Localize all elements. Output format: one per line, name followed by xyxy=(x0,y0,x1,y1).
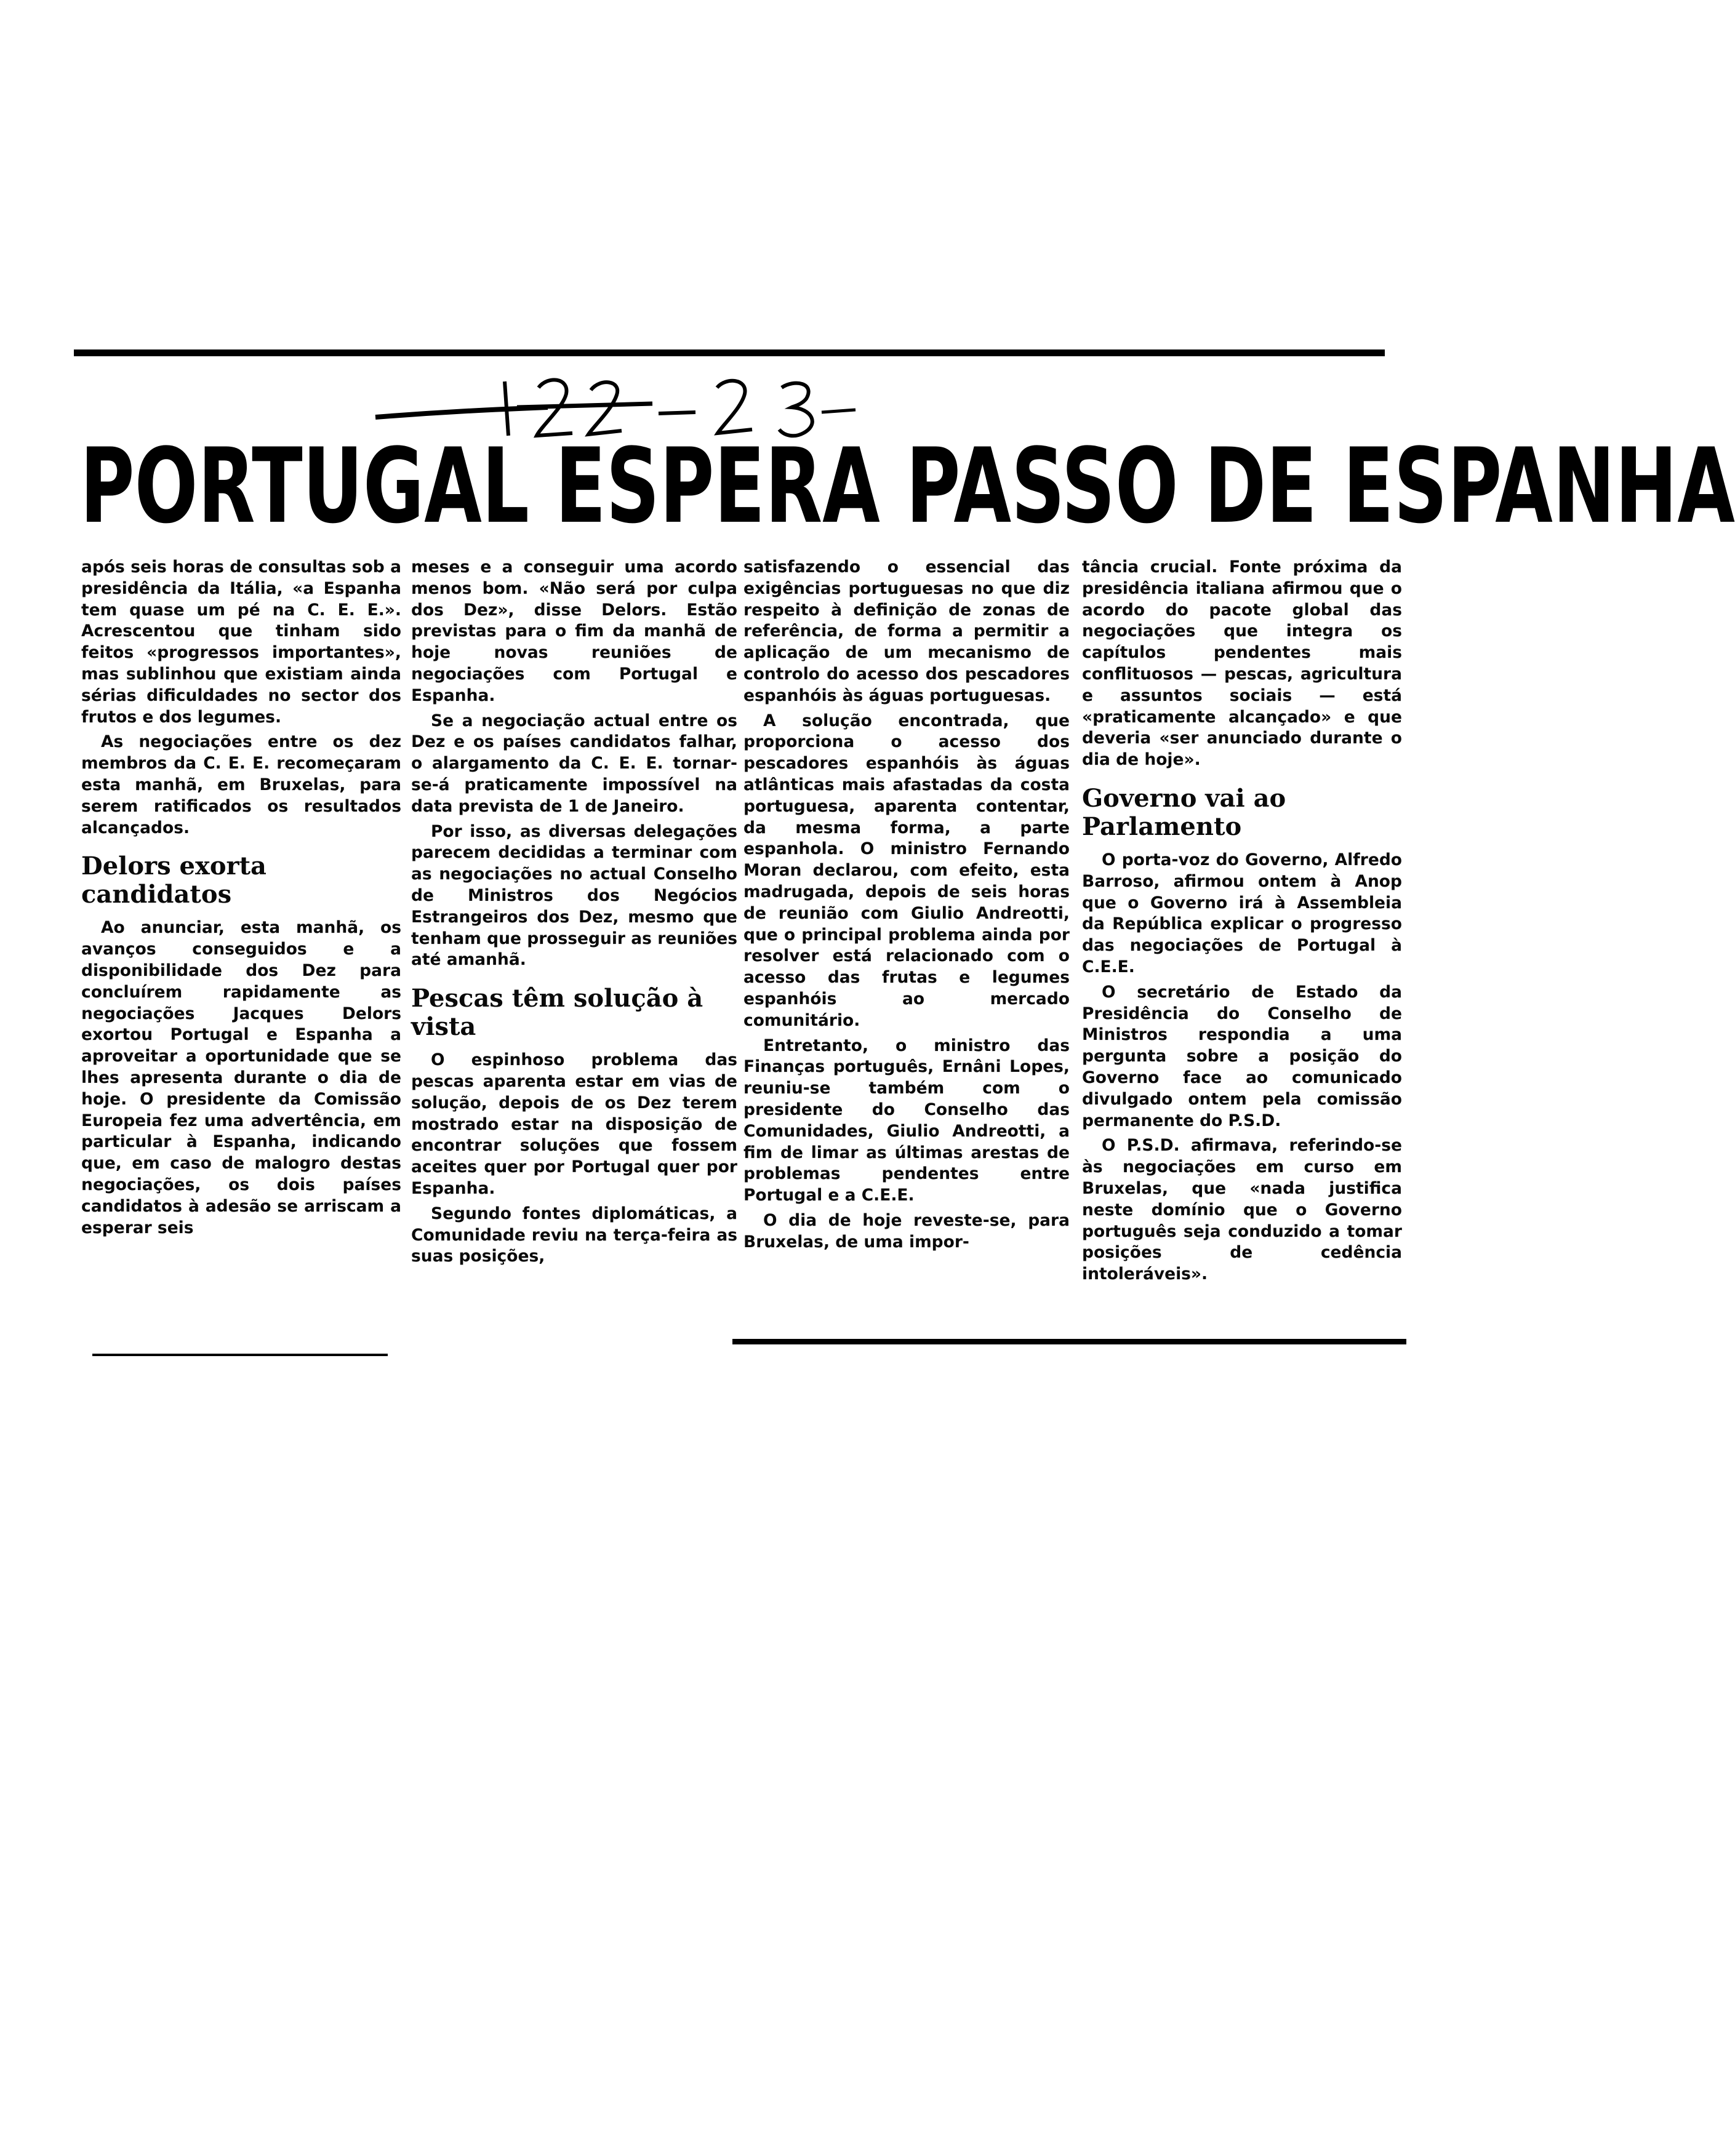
article-column-3 xyxy=(743,557,1070,1257)
subheading-delors: Delors exorta candidatos xyxy=(81,852,266,909)
bottom-rule-left xyxy=(92,1354,388,1356)
paragraph: Ao anunciar, esta manhã, os avanços conseguidos e a disponibilidade dos Dez para concluírem rapidamente as negociações Jacques Delors exortou Portugal e Espanha a aproveitar a oportunidade que se lhes apresenta durante o dia de hoje. O presidente da Comissão Europeia fez uma advertência, em particular à Espanha, indicando que, em caso de malogro destas negociações, os dois países candidatos à adesão se arriscam a esperar seis xyxy=(81,918,401,1237)
subheading-governo: Governo vai ao Parlamento xyxy=(1082,783,1286,841)
paragraph: Entretanto, o ministro das Finanças português, Ernâni Lopes, reuniu-se também com o presidente do Conselho das Comunidades, Giulio Andreotti, a fim de limar as últimas arestas de problemas pendentes entre Portugal e a C.E.E. xyxy=(743,1036,1070,1205)
paragraph: As negociações entre os dez membros da C. E. E. recomeçaram esta manhã, em Bruxelas, para serem ratificados os resultados alcançados. xyxy=(81,732,401,837)
subheading-pescas: Pescas têm solução à vista xyxy=(411,984,703,1042)
paragraph: tância crucial. Fonte próxima da presidência italiana afirmou que o acordo do pacote global das negociações que integra os capítulos pendentes mais conflituosos — pescas, agricultura e assuntos sociais — está «praticamente alcançado» e que deveria «ser anunciado durante o dia de hoje». xyxy=(1082,557,1402,770)
article-column-2 xyxy=(411,557,737,1271)
paragraph: O P.S.D. afirmava, referindo-se às negociações em curso em Bruxelas, que «nada justifica neste domínio que o Governo português seja conduzido a tomar posições de cedência intoleráveis». xyxy=(1082,1136,1402,1284)
paragraph: após seis horas de consultas sob a presidência da Itália, «a Espanha tem quase um pé na C. E. E.». Acrescentou que tinham sido feitos «progressos importantes», mas sublinhou que existiam ainda sérias dificuldades no sector dos frutos e dos legumes. xyxy=(81,557,401,727)
bottom-rule-right xyxy=(732,1339,1406,1344)
paragraph: O secretário de Estado da Presidência do Conselho de Ministros respondia a uma pergunta sobre a posição do Governo face ao comunicado divulgado ontem pela comissão permanente do P.S.D. xyxy=(1082,982,1402,1130)
paragraph: satisfazendo o essencial das exigências portuguesas no que diz respeito à definição de zonas de referência, de forma a permitir a aplicação de um mecanismo de controlo do acesso dos pescadores espanhóis às águas portuguesas. xyxy=(743,557,1070,705)
paragraph: O espinhoso problema das pescas aparenta estar em vias de solução, depois de os Dez terem mostrado estar na disposição de encontrar soluções que fossem aceites quer por Portugal quer por Espanha. xyxy=(411,1050,737,1198)
top-rule xyxy=(74,349,1385,356)
paragraph: Segundo fontes diplomáticas, a Comunidade reviu na terça-feira as suas posições, xyxy=(411,1204,737,1266)
headline: PORTUGAL ESPERA PASSO DE ESPANHA xyxy=(80,426,1735,546)
paragraph: Se a negociação actual entre os Dez e os países candidatos falhar, o alargamento da C. E. E. tornar-se-á praticamente impossível na data prevista de 1 de Janeiro. xyxy=(411,711,737,816)
paragraph: meses e a conseguir uma acordo menos bom. «Não será por culpa dos Dez», disse Delors. Estão previstas para o fim da manhã de hoje novas reuniões de negociações com Portugal e Espanha. xyxy=(411,557,737,705)
paragraph: O dia de hoje reveste-se, para Bruxelas, de uma impor- xyxy=(743,1210,1070,1252)
paragraph: Por isso, as diversas delegações parecem decididas a terminar com as negociações no actual Conselho de Ministros dos Negócios Estrangeiros dos Dez, mesmo que tenham que prosseguir as reuniões até amanhã. xyxy=(411,821,737,970)
paragraph: A solução encontrada, que proporciona o acesso dos pescadores espanhóis às águas atlânticas mais afastadas da costa portuguesa, aparenta contentar, da mesma forma, a parte espanhola. O ministro Fernando Moran declarou, com efeito, esta madrugada, depois de seis horas de reunião com Giulio Andreotti, que o principal problema ainda por resolver está relacionado com o acesso das frutas e legumes espanhóis ao mercado comunitário. xyxy=(743,711,1070,1030)
article-column-1 xyxy=(81,557,401,1242)
article-column-4 xyxy=(1082,557,1402,1289)
paragraph: O porta-voz do Governo, Alfredo Barroso, afirmou ontem à Anop que o Governo irá à Assembleia da República explicar o progresso das negociações de Portugal à C.E.E. xyxy=(1082,850,1402,976)
